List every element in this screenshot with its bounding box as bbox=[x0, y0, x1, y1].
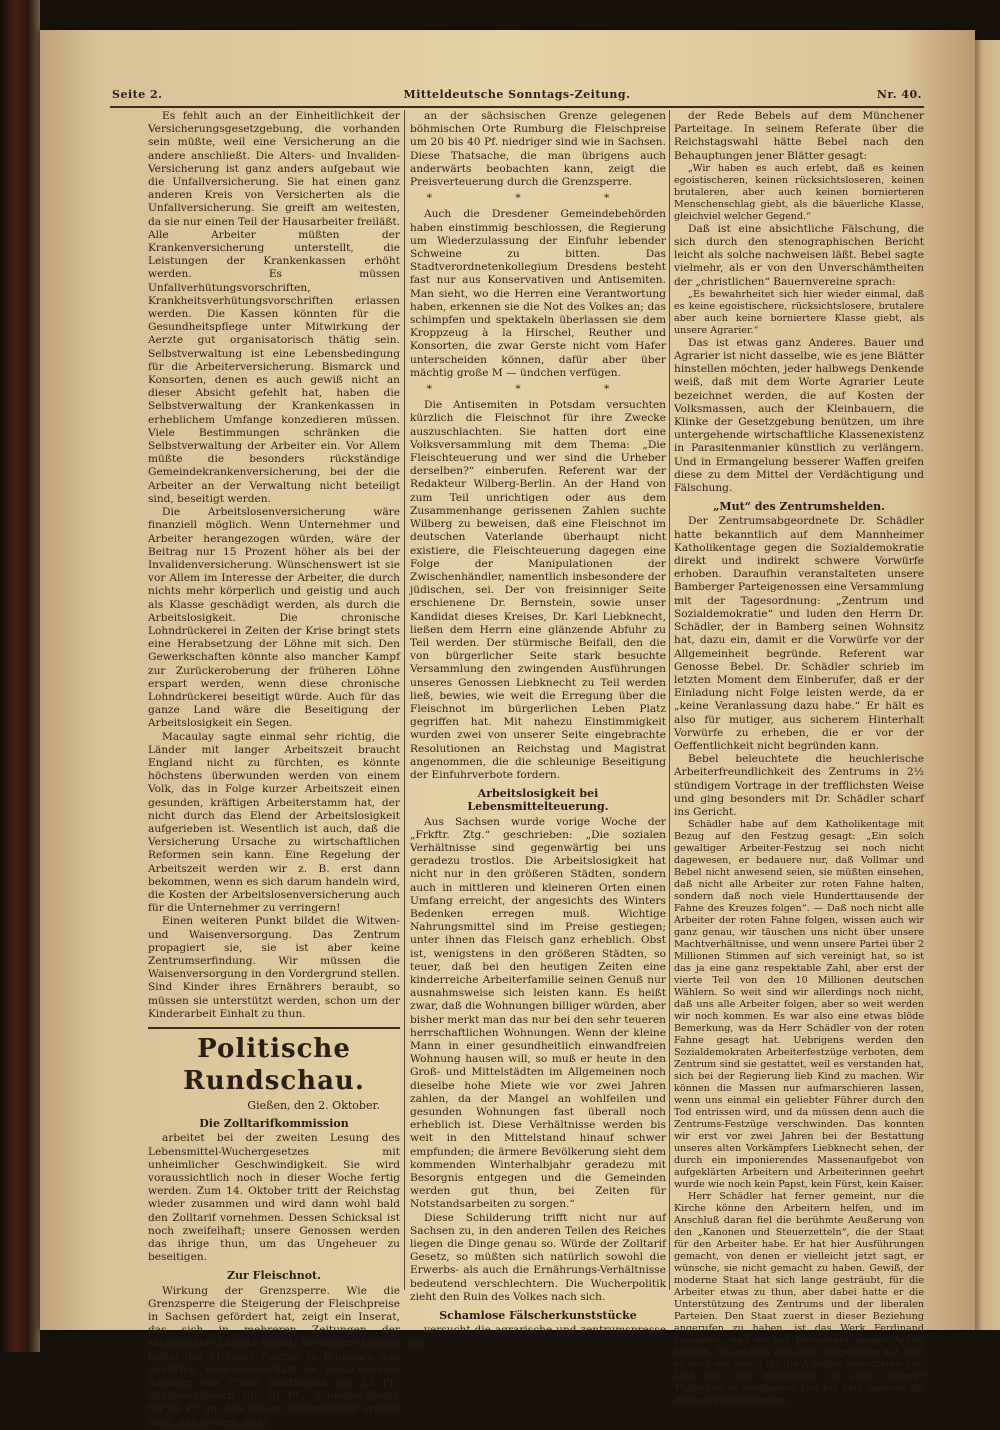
quotation: „Wir haben es auch erlebt, daß es keinen egoistischeren, keinen rücksichtsloseren, keinen brutaleren, aber auch keinen bornierteren Menschenschlag giebt, als die bäuerliche Klasse, gleichviel welcher Gegend.“ bbox=[674, 162, 924, 222]
paragraph: Die Arbeitslosenversicherung wäre finanziell möglich. Wenn Unternehmer und Arbeiter herangezogen würden, wäre der Beitrag nur 15 Prozent höher als bei der Invalidenversicherung. Wünschenswert ist sie vor Allem im Interesse der Arbeiter, die durch nichts mehr körperlich und geistig und auch als Klasse geschädigt werden, als durch die Arbeitslosigkeit. Die chronische Lohndrückerei in Zeiten der Krise bringt stets eine Herabsetzung der Löhne mit sich. Den Gewerkschaften könnte also mancher Kampf zur Zurückeroberung der früheren Löhne erspart werden, wenn diese chronische Lohndrückerei beseitigt würde. Auch für das ganze Land wäre die Beseitigung der Arbeitslosigkeit ein Segen. bbox=[148, 506, 400, 730]
column-divider bbox=[669, 110, 670, 1290]
column-3 bbox=[674, 110, 924, 1407]
column-2 bbox=[410, 110, 666, 1350]
page-number: Seite 2. bbox=[112, 88, 163, 101]
article-heading: „Mut“ des Zentrumshelden. bbox=[713, 500, 885, 514]
quotation: „Es bewahrheitet sich hier wieder einmal, daß es keine egoistischere, rücksichtslosere, brutalere aber auch keine borniertere Klasse giebt, als unsere Agrarier.“ bbox=[674, 288, 924, 336]
paragraph: Daß ist eine absichtliche Fälschung, die sich durch den stenographischen Bericht leicht als solche nachweisen läßt. Bebel sagte vielmehr, als er von den Unverschämtheiten der „christlichen“ Bauernvereine sprach: bbox=[674, 222, 924, 288]
facing-page-edge bbox=[975, 40, 1000, 1330]
header-rule bbox=[110, 106, 924, 108]
paragraph: Der Zentrumsabgeordnete Dr. Schädler hatte bekanntlich auf dem Mannheimer Katholikentage gegen die Sozialdemokratie direkt und indirekt schwere Vorwürfe erhoben. Daraufhin veranstalteten unsere Bamberger Parteigenossen eine Versammlung mit der Tagesordnung: „Zentrum und Sozialdemokratie“ und luden den Herrn Dr. Schädler, der in Bamberg seinen Wohnsitz hat, dazu ein, damit er die Vorwürfe vor der Allgemeinheit begründe. Referent war Genosse Bebel. Dr. Schädler schrieb im letzten Moment dem Einberufer, daß er der Einladung nicht Folge leisten werde, da er „keine Veranlassung dazu habe.“ Er hält es also für mutiger, aus sicherem Hinterhalt Vorwürfe zu erheben, die er vor der Oeffentlichkeit nicht begründen kann. bbox=[674, 515, 924, 752]
separator-stars: * * * bbox=[426, 192, 650, 205]
paragraph: Es fehlt auch an der Einheitlichkeit der Versicherungsgesetzgebung, die vorhanden sein müßte, weil eine Versicherung an die andere anschließt. Die Alters- und Invaliden-Versicherung ist ganz anders aufgebaut wie die Unfallversicherung. Sie hat einen ganz anderen Kreis von Versicherten als die Unfallversicherung. Sie greift am weitesten, da sie nur einen Teil der Hausarbeiter freiläßt. Alle Arbeiter müßten der Krankenversicherung unterstellt, die Leistungen der Krankenkassen erhöht werden. Es müssen Unfallverhütungsvorschriften, Krankheitsverhütungsvorschriften erlassen werden. Die Kassen könnten für die Gesundheitspflege unter Mitwirkung der Aerzte gut organisatorisch thätig sein. Selbstverwaltung ist eine Lebensbedingung für die Arbeiterversicherung. Bismarck und Konsorten, denen es auch gewiß nicht an dieser Absicht gefehlt hat, haben die Selbstverwaltung der Krankenkassen in erheblichem Umfange konzedieren müssen. Viele Bestimmungen schränken die Selbstverwaltung der Arbeiter ein. Vor Allem müßte die besonders rückständige Gemeindekrankenversicherung, bei der die Arbeiter an der Verwaltung nicht beteiligt sind, beseitigt werden. bbox=[148, 110, 400, 505]
article-heading: Zur Fleischnot. bbox=[227, 1269, 321, 1283]
paragraph: Diese Schilderung trifft nicht nur auf Sachsen zu, in den anderen Teilen des Reiches liegen die Dinge genau so. Würde der Zolltarif Gesetz, so müßten sich natürlich sowohl die Erwerbs- als auch die Ernährungs-Verhältnisse bedeutend verschlechtern. Die Wucherpolitik zieht den Ruin des Volkes nach sich. bbox=[410, 1211, 666, 1303]
paragraph: Bebel beleuchtete die heuchlerische Arbeiterfreundlichkeit des Zentrums in 2½ stündigem Vortrage in der trefflichsten Weise und ging besonders mit Dr. Schädler scharf ins Gericht. bbox=[674, 753, 924, 818]
paragraph: Die Antisemiten in Potsdam versuchten kürzlich die Fleischnot für ihre Zwecke auszuschlachten. Sie hatten dort eine Volksversammlung mit dem Thema: „Die Fleischteuerung und wer sind die Urheber derselben?“ einberufen. Referent war der Redakteur Wilberg-Berlin. An der Hand von zum Teil unrichtigen oder aus dem Zusammenhange gerissenen Zahlen suchte Wilberg zu beweisen, daß eine Fleischnot im deutschen Vaterlande überhaupt nicht existiere, die Fleischteuerung dagegen eine Folge der Manipulationen der Zwischenhändler, namentlich insbesondere der jüdischen, sei. Der von freisinniger Seite erschienene Dr. Bernstein, sowie unser Kandidat dieses Kreises, Dr. Karl Liebknecht, ließen dem Herrn eine glänzende Abfuhr zu Teil werden. Der stürmische Beifall, den die von bürgerlicher Seite stark besuchte Versammlung den zwingenden Ausführungen unseres Genossen Liebknecht zu Teil werden ließ, bewies, wie weit die Erregung über die Fleischnot im bürgerlichen Leben Platz gegriffen hat. Mit nahezu Einstimmigkeit wurden zwei von unserer Seite eingebrachte Resolutionen an Reichstag und Magistrat angenommen, die die schleunige Beseitigung der Einfuhrverbote fordern. bbox=[410, 399, 666, 781]
paragraph: der Rede Bebels auf dem Münchener Parteitage. In seinem Referate über die Reichstagswahl hätte Bebel nach den Behauptungen jener Blätter gesagt: bbox=[674, 110, 924, 162]
paragraph-small: Herr Schädler hat ferner gemeint, nur die Kirche könne den Arbeitern helfen, und im Anschluß daran fiel die berühmte Aeußerung von den „Kanonen und Steuerzetteln“, die der Staat für den Arbeiter habe. Er hat hier Ausführungen gemacht, von denen er vielleicht jetzt sagt, er wünsche, sie nicht gemacht zu haben. Gewiß, der moderne Staat hat sich lange gesträubt, für die Arbeiter etwas zu thun, aber dabei hatte er die Unterstützung des Zentrums und der liberalen Parteien. Den Staat zuerst in dieser Beziehung angerufen zu haben, ist das Werk Ferdinand Lassalle's, und es hat Jahrzehnte langer Arbeit bedurft, bis endlich der Staat eingesehen hat, daß er auch ein wenig für die Arbeiter einzutreten hat. Und daß dies geschehen, ist allein unserer Thätigkeit zu verdanken. Das hat kein Anderer als Bismarck zugestanden. bbox=[674, 1191, 924, 1407]
column-1 bbox=[148, 110, 400, 1429]
paragraph: Einen weiteren Punkt bildet die Witwen- und Waisenversorgung. Das Zentrum propagiert sie, sie ist aber keine Zentrumserfindung. Wir müssen die Waisenversorgung in den Vordergrund stellen. Sind Kinder ihres Ernährers beraubt, so müssen sie unterstützt werden, schon um der Kinderarbeit Einhalt zu thun. bbox=[148, 915, 400, 1020]
column-divider bbox=[404, 110, 405, 1290]
paragraph: Macaulay sagte einmal sehr richtig, die Länder mit langer Arbeitszeit braucht England nicht zu fürchten, es könnte höchstens überwunden werden von einem Volk, das in Folge kurzer Arbeitszeit einen gesunden, kräftigen Arbeiterstamm hat, der nicht durch das Elend der Arbeitslosigkeit aufgerieben ist. Wesentlich ist auch, daß die Versicherung Ursache zu wirtschaftlichen Reformen sein kann. Eine Regelung der Arbeitszeit werden wir z. B. erst dann bekommen, wenn es sich darum handeln wird, die Kosten der Arbeitslosenversicherung auch für die Unternehmer zu verringern! bbox=[148, 730, 400, 915]
paragraph: Wirkung der Grenzsperre. Wie die Grenzsperre die Steigerung der Fleischpreise in Sachsen gefördert hat, zeigt ein Inserat, das sich in mehreren Zeitungen der sächsischen Lausitz findet. In diesem Inserat bietet der Metzger Fischer in Rumburg den geehrten Einwohnerschaft im benachbarten Sachsen das Pfund Rindfleisch für 55 Pf., Schöpsenfleisch für 50 Pf., Schweinefleisch für 60 Pf. an. Aus dieser Ankündigung ersieht man, daß in dem dicht bbox=[148, 1284, 400, 1429]
paragraph: an der sächsischen Grenze gelegenen böhmischen Orte Rumburg die Fleischpreise um 20 bis 40 Pf. niedriger sind wie in Sachsen. Diese Thatsache, die man übrigens auch anderwärts beobachten kann, zeigt die Preisverteuerung durch die Grenzsperre. bbox=[410, 110, 666, 189]
paragraph: arbeitet bei der zweiten Lesung des Lebensmittel-Wuchergesetzes mit unheimlicher Geschwindigkeit. Sie wird voraussichtlich noch in dieser Woche fertig werden. Zum 14. Oktober tritt der Reichstag wieder zusammen und wird dann wohl bald den Zolltarif vornehmen. Dessen Schicksal ist noch zweifelhaft; unsere Genossen werden das ihrige thun, um das Ungeheuer zu beseitigen. bbox=[148, 1132, 400, 1264]
paragraph: Das ist etwas ganz Anderes. Bauer und Agrarier ist nicht dasselbe, wie es jene Blätter hinstellen möchten, jeder halbwegs Denkende weiß, daß mit dem Worte Agrarier Leute bezeichnet werden, die auf Kosten der Volksmassen, auch der Kleinbauern, die Klinke der Gesetzgebung benützen, um ihre untergehende wirtschaftliche Klassenexistenz in Parasitenmanier künstlich zu verlängern. Und in Ermangelung besserer Waffen greifen diese zu dem Mittel der Verdächtigung und Fälschung. bbox=[674, 336, 924, 495]
newspaper-title: Mitteldeutsche Sonntags-Zeitung. bbox=[403, 88, 631, 101]
article-heading: Arbeitslosigkeit bei Lebensmittelteuerung. bbox=[467, 787, 609, 814]
article-heading: Die Zolltarifkommission bbox=[199, 1117, 349, 1131]
paragraph-small: Schädler habe auf dem Katholikentage mit Bezug auf den Festzug gesagt: „Ein solch gewaltiger Arbeiter-Festzug sei noch nicht dagewesen, er bedauere nur, daß Vollmar und Bebel nicht anwesend seien, sie müßten einsehen, daß nicht alle Arbeiter zur roten Fahne halten, sondern daß noch viele Hunderttausende der Fahne des Kreuzes folgen“. — Daß noch nicht alle Arbeiter der roten Fahne folgen, wissen auch wir ganz genau, wir täuschen uns nicht über unsere Machtverhältnisse, und wenn unsere Partei über 2 Millionen Stimmen auf sich vereinigt hat, so ist das ja eine ganz respektable Zahl, aber erst der vierte Teil von den 10 Millionen deutschen Wählern. So weit sind wir allerdings noch nicht, daß uns alle Arbeiter folgen, aber so weit werden wir noch kommen. Es war also eine etwas blöde Bemerkung, was da Herr Schädler von der roten Fahne gesagt hat. Uebrigens werden den Sozialdemokraten Arbeiterfestzüge verboten, dem Zentrum sind sie gestattet, weil es verstanden hat, sich bei der Regierung lieb Kind zu machen. Wir können die Massen nur aufmarschieren lassen, wenn uns einmal ein geliebter Führer durch den Tod entrissen wird, und da müssen denn auch die Zentrums-Festzüge verschwinden. Das konnten wir erst vor zwei Jahren bei der Bestattung unseres alten Vorkämpfers Liebknecht sehen, der durch ein imponierendes Massenaufgebot von aufgeklärten Arbeitern und Arbeiterinnen geehrt wurde wie noch kein Papst, kein Fürst, kein Kaiser. bbox=[674, 819, 924, 1191]
book-binding-edge bbox=[0, 0, 40, 1352]
paragraph: versucht die agrarische und zentrumspresse an bbox=[410, 1324, 666, 1350]
paragraph: Aus Sachsen wurde vorige Woche der „Frkftr. Ztg.“ geschrieben: „Die sozialen Verhältnisse sind gegenwärtig bei uns geradezu trostlos. Die Arbeitslosigkeit hat nicht nur in den größeren Städten, sondern auch in mittleren und kleineren Orten einen Umfang erreicht, der angesichts des Winters Bedenken erregen muß. Wichtige Nahrungsmittel sind im Preise gestiegen; unter ihnen das Fleisch ganz erheblich. Obst ist, wenigstens in den größeren Städten, so teuer, daß bei den heutigen Zeiten eine kinderreiche Arbeiterfamilie seinen Genuß nur ausnahmsweise sich leisten kann. Es heißt zwar, daß die Wohnungen billiger würden, aber bisher merkt man das nur bei den sehr teueren herrschaftlichen Wohnungen. Wenn der kleine Mann in einer gesundheitlich einwandfreien Wohnung hausen will, so muß er heute in den Groß- und Mittelstädten im Allgemeinen noch dieselbe hohe Miete wie vor zwei Jahren zahlen, da der Mangel an wohlfeilen und gesunden Wohnungen fast überall noch erheblich ist. Diese Verhältnisse werden bis weit in den Mittelstand hinauf schwer empfunden; die ärmere Bevölkerung sieht dem kommenden Winterhalbjahr geradezu mit Besorgnis entgegen und die Gemeinden werden gut thun, bei Zeiten für Notstandsarbeiten zu sorgen.“ bbox=[410, 815, 666, 1211]
page-header bbox=[112, 88, 922, 106]
article-heading: Schamlose Fälscherkunststücke bbox=[439, 1309, 637, 1323]
dateline: Gießen, den 2. Oktober. bbox=[247, 1099, 380, 1113]
section-title: Politische Rundschau. bbox=[148, 1027, 400, 1097]
paragraph: Auch die Dresdener Gemeindebehörden haben einstimmig beschlossen, die Regierung um Wiederzulassung der Einfuhr lebender Schweine zu bitten. Das Stadtverordnetenkollegium Dresdens besteht fast nur aus Konservativen und Antisemiten. Man sieht, wo die Herren eine Verantwortung haben, erkennen sie die Not des Volkes an; das schimpfen und spektakeln überlassen sie dem Kroppzeug à la Hirschel, Reuther und Konsorten, die zwar Gerste nicht vom Hafer unterscheiden können, dafür aber über mächtig große M — ündchen verfügen. bbox=[410, 208, 666, 379]
separator-stars: * * * bbox=[426, 383, 650, 396]
issue-number: Nr. 40. bbox=[876, 88, 922, 101]
